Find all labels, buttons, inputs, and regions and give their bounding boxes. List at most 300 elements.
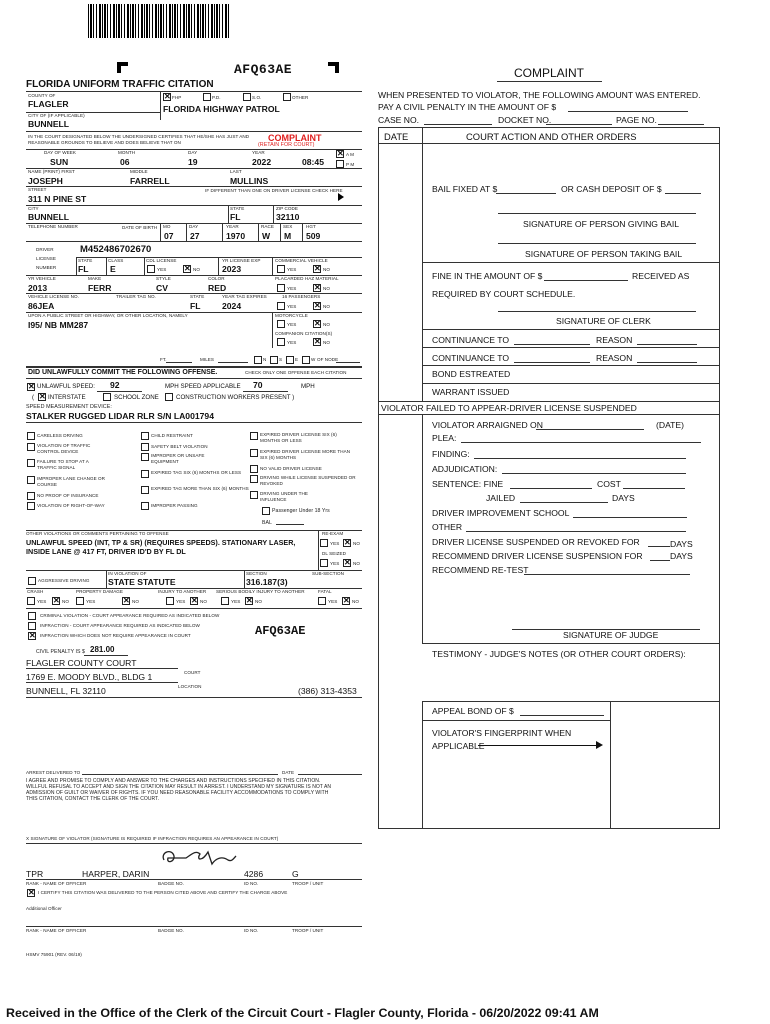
- infraction-appearance-checkbox[interactable]: [28, 622, 36, 630]
- pm-checkbox[interactable]: [336, 160, 344, 168]
- reexam-yes-checkbox[interactable]: [320, 539, 328, 547]
- passenger-under18-checkbox[interactable]: [262, 507, 270, 515]
- officer-troop: G: [292, 869, 299, 879]
- veh-make-label: MAKE: [88, 276, 102, 281]
- pd-checkbox[interactable]: [203, 93, 211, 101]
- last-name-label: LAST: [230, 169, 242, 174]
- fine-amount-label: FINE IN THE AMOUNT OF $: [432, 271, 543, 281]
- speed-value: 92: [110, 380, 120, 390]
- crash-no-label: NO: [62, 599, 69, 604]
- court-label: COURT: [184, 670, 201, 675]
- tag-exp-label: YEAR TAG EXPIRES: [222, 294, 267, 299]
- hazmat-no-label: NO: [323, 286, 330, 291]
- fhp-label: FHP: [172, 95, 182, 100]
- dui-label: DRIVING UNDER THE INFLUENCE: [260, 491, 308, 502]
- fhp-checkbox[interactable]: ✕: [164, 92, 171, 101]
- sig-clerk: SIGNATURE OF CLERK: [556, 316, 651, 326]
- infraction-appearance-label: INFRACTION - COURT APPEARANCE REQUIRED AS INDICATED BELOW: [40, 623, 200, 628]
- dl-exp-6mo-label: EXPIRED DRIVER LICENSE SIX (6) MONTHS OR LESS: [260, 432, 337, 443]
- required-schedule: REQUIRED BY COURT SCHEDULE.: [432, 289, 576, 299]
- race-value: W: [262, 231, 271, 241]
- careless-label: CARELESS DRIVING: [37, 433, 83, 438]
- dob-year-label: YEAR: [226, 224, 239, 229]
- barcode: [88, 4, 230, 38]
- aggressive-checkbox[interactable]: [28, 577, 36, 585]
- year-value: 2022: [252, 157, 272, 167]
- dl-exp-6mo-checkbox[interactable]: [250, 432, 258, 440]
- traffic-device-label: VIOLATION OF TRAFFIC CONTROL DEVICE: [37, 443, 91, 454]
- city-label: CITY: [28, 206, 39, 211]
- injury-yes-label: YES: [176, 599, 186, 604]
- insurance-checkbox[interactable]: [27, 492, 35, 500]
- jailed-label: JAILED: [486, 493, 516, 503]
- cmv-no-checkbox[interactable]: ✕: [314, 264, 321, 273]
- infraction-no-appearance-checkbox[interactable]: ✕: [29, 631, 36, 640]
- dob-label: DATE OF BIRTH: [122, 225, 158, 230]
- location-label: UPON A PUBLIC STREET OR HIGHWAY, OR OTHER LOCATION, NAMELY: [28, 313, 188, 318]
- cost-label: COST: [597, 479, 621, 489]
- height-label: HGT: [306, 224, 316, 229]
- state-value: FL: [230, 212, 241, 222]
- interstate-checkbox[interactable]: ✕: [39, 392, 46, 401]
- dl-seized-label: DL SEIZED: [322, 551, 347, 556]
- dow-value: SUN: [50, 157, 69, 167]
- infraction-no-appearance-label: INFRACTION WHICH DOES NOT REQUIRE APPEARANCE IN COURT: [40, 633, 191, 638]
- appeal-bond-label: APPEAL BOND OF $: [432, 706, 514, 716]
- fatal-yes-checkbox[interactable]: [318, 597, 326, 605]
- serious-yes-label: YES: [231, 599, 241, 604]
- tag-exp: 2024: [222, 301, 242, 311]
- dir-n-checkbox[interactable]: [254, 356, 262, 364]
- crash-yes-label: YES: [37, 599, 47, 604]
- veh-make: FERR: [88, 283, 112, 293]
- copy-title: COMPLAINT: [268, 133, 322, 143]
- section-label: SECTION: [246, 571, 267, 576]
- unlawful-speed-checkbox[interactable]: ✕: [28, 382, 35, 391]
- school-zone-checkbox[interactable]: [103, 393, 111, 401]
- agency-city: BUNNELL: [28, 119, 70, 129]
- day-value: 19: [188, 157, 198, 167]
- cmv-yes-checkbox[interactable]: [277, 265, 285, 273]
- dl-class: E: [110, 264, 116, 274]
- serious-no-checkbox[interactable]: ✕: [246, 596, 253, 605]
- additional-officer-label: Additional Officer: [26, 906, 62, 911]
- dir-e-label: E: [295, 357, 299, 362]
- miles-label: MILES: [200, 357, 215, 362]
- dob-day-label: DAY: [189, 224, 199, 229]
- complaint-line1: WHEN PRESENTED TO VIOLATOR, THE FOLLOWING AMOUNT WAS ENTERED.: [378, 90, 701, 100]
- jailed-days-label: DAYS: [612, 493, 635, 503]
- sex-value: M: [284, 231, 292, 241]
- criminal-label: CRIMINAL VIOLATION - COURT APPEARANCE REQUIRED AS INDICATED BELOW: [40, 613, 220, 618]
- reason-2-label: REASON: [596, 353, 633, 363]
- equipment-label: IMPROPER OR UNSAFE EQUIPMENT: [151, 453, 205, 464]
- unlawful-speed-label: UNLAWFUL SPEED:: [37, 383, 95, 390]
- height-value: 509: [306, 231, 321, 241]
- continuance-1-label: CONTINUANCE TO: [432, 335, 510, 345]
- penalty-label: CIVIL PENALTY IS $: [36, 649, 85, 655]
- county-label: COUNTY OF: [28, 93, 56, 98]
- tag-6mo-checkbox[interactable]: [141, 470, 149, 478]
- cdl-no-label: NO: [193, 267, 200, 272]
- complaint-title: COMPLAINT: [514, 66, 585, 80]
- agency-city-label: CITY OF (IF APPLICABLE): [28, 113, 85, 118]
- seatbelt-label: SAFETY BELT VIOLATION: [151, 444, 208, 449]
- child-restraint-checkbox[interactable]: [141, 432, 149, 440]
- seized-no-label: NO: [353, 561, 360, 566]
- seized-no-checkbox[interactable]: ✕: [344, 558, 351, 567]
- in-violation-value: STATE STATUTE: [108, 577, 176, 587]
- case-no-label: CASE NO.: [378, 115, 420, 125]
- dob-month: 07: [164, 231, 174, 241]
- section-value: 316.187(3): [246, 577, 288, 587]
- dow-label: DAY OF WEEK: [44, 150, 77, 155]
- reexam-no-checkbox[interactable]: ✕: [344, 538, 351, 547]
- failed-appear: VIOLATOR FAILED TO APPEAR-DRIVER LICENSE SUSPENDED: [381, 403, 637, 413]
- finding-label: FINDING:: [432, 449, 470, 459]
- troop-label-2: TROOP / UNIT: [292, 928, 324, 933]
- passengers-label: 16 PASSENGERS: [282, 294, 321, 299]
- other-agency-label: OTHER: [292, 95, 309, 100]
- testimony-label: TESTIMONY - JUDGE'S NOTES (OR OTHER COURT ORDERS):: [432, 649, 686, 659]
- bond-estreated: BOND ESTREATED: [432, 369, 511, 379]
- time-value: 08:45: [302, 157, 324, 167]
- sig-judge: SIGNATURE OF JUDGE: [563, 630, 659, 640]
- fatal-yes-label: YES: [328, 599, 338, 604]
- class-label: CLASS: [108, 258, 124, 263]
- offense-heading: DID UNLAWFULLY COMMIT THE FOLLOWING OFFENSE.: [28, 369, 218, 376]
- right-of-way-checkbox[interactable]: [27, 502, 35, 510]
- dui-checkbox[interactable]: [250, 491, 258, 499]
- complaint-line2: PAY A CIVIL PENALTY IN THE AMOUNT OF $: [378, 102, 557, 112]
- court-name: FLAGLER COUNTY COURT: [26, 658, 137, 668]
- property-damage-label: PROPERTY DAMAGE: [76, 589, 124, 594]
- dir-s-checkbox[interactable]: [270, 356, 278, 364]
- day-label: DAY: [188, 150, 198, 155]
- school-zone-label: SCHOOL ZONE: [114, 394, 159, 401]
- cmv-yes-label: YES: [287, 267, 297, 272]
- traffic-device-checkbox[interactable]: [27, 443, 35, 451]
- tag-value: 86JEA: [28, 301, 55, 311]
- cdl-label: CDL LICENSE: [146, 258, 177, 263]
- motorcycle-label: MOTORCYCLE: [275, 313, 308, 318]
- device-value: STALKER RUGGED LIDAR RLR S/N LA001794: [26, 411, 214, 421]
- cdl-yes-label: YES: [157, 267, 167, 272]
- location-court-label: LOCATION: [178, 684, 202, 689]
- reason-1-label: REASON: [596, 335, 633, 345]
- street-label: STREET: [28, 187, 47, 192]
- bal-label: BAL: [262, 520, 272, 526]
- court-statement: IN THE COURT DESIGNATED BELOW THE UNDERSIGNED CERTIFIES THAT HE/SHE HAS JUST AND REASONABLE GROUNDS TO BELIEVE AND DOES BELIEVE THAT ON: [28, 134, 250, 145]
- lane-change-checkbox[interactable]: [27, 476, 35, 484]
- arrow-right-icon: [478, 745, 596, 746]
- veh-style-label: STYLE: [156, 276, 171, 281]
- device-label: SPEED MEASUREMENT DEVICE:: [26, 404, 112, 410]
- dl-exp-more-checkbox[interactable]: [250, 449, 258, 457]
- signal-label: FAILURE TO STOP AT A TRAFFIC SIGNAL: [37, 459, 89, 470]
- rank-label-2: RANK - NAME OF OFFICER: [26, 928, 87, 933]
- no-valid-dl-label: NO VALID DRIVER LICENSE: [260, 466, 322, 471]
- id-label-2: ID NO.: [244, 928, 259, 933]
- badge-label: BADGE NO.: [158, 881, 184, 886]
- court-phone: (386) 313-4353: [298, 686, 357, 696]
- prop-no-checkbox[interactable]: ✕: [123, 596, 130, 605]
- dob-year: 1970: [226, 231, 246, 241]
- court-city: BUNNELL, FL 32110: [26, 686, 106, 696]
- middle-name-label: MIDDLE: [130, 169, 148, 174]
- fingerprint-label: VIOLATOR'S FINGERPRINT WHEN APPLICABLE: [432, 728, 572, 751]
- ft-label: FT.: [160, 357, 167, 362]
- susp-days-label: DAYS: [670, 539, 693, 549]
- child-restraint-label: CHILD RESTRAINT: [151, 433, 193, 438]
- sig-giving-bail: SIGNATURE OF PERSON GIVING BAIL: [523, 219, 679, 229]
- citation-stamp: AFQ63AE: [255, 624, 306, 638]
- cmv-no-label: NO: [323, 267, 330, 272]
- phone-label: TELEPHONE NUMBER: [28, 224, 78, 229]
- certify-label: I CERTIFY THIS CITATION WAS DELIVERED TO THE PERSON CITED ABOVE AND CERTIFY THE CHARGE ABOVE: [38, 890, 288, 895]
- crash-label: CRASH: [27, 589, 44, 594]
- pass-no-checkbox[interactable]: ✕: [314, 301, 321, 310]
- aggressive-label: AGGRESSIVE DRIVING: [38, 578, 90, 583]
- prop-yes-label: YES: [86, 599, 96, 604]
- form-title: FLORIDA UNIFORM TRAFFIC CITATION: [26, 79, 214, 90]
- sig-taking-bail: SIGNATURE OF PERSON TAKING BAIL: [525, 249, 683, 259]
- officer-signature: [158, 846, 238, 870]
- serious-no-label: NO: [255, 599, 262, 604]
- comp-yes-label: YES: [287, 340, 297, 345]
- seized-yes-checkbox[interactable]: [320, 559, 328, 567]
- warrant-issued: WARRANT ISSUED: [432, 387, 510, 397]
- tag-6mo-label: EXPIRED TAG SIX (6) MONTHS OR LESS: [151, 470, 242, 475]
- crash-no-checkbox[interactable]: ✕: [53, 596, 60, 605]
- reexam-no-label: NO: [353, 541, 360, 546]
- continuance-2-label: CONTINUANCE TO: [432, 353, 510, 363]
- sex-label: SEX: [283, 224, 293, 229]
- badge-label-2: BADGE NO.: [158, 928, 184, 933]
- veh-year: 2013: [28, 283, 48, 293]
- pass-yes-checkbox[interactable]: [277, 302, 285, 310]
- tag-more-checkbox[interactable]: [141, 486, 149, 494]
- criminal-checkbox[interactable]: [28, 612, 36, 620]
- page-no-label: PAGE NO.: [616, 115, 657, 125]
- injury-no-checkbox[interactable]: ✕: [191, 596, 198, 605]
- offense-heading-note: CHECK ONLY ONE OFFENSE EACH CITATION: [245, 370, 347, 375]
- dl-state: FL: [78, 264, 89, 274]
- equipment-checkbox[interactable]: [141, 453, 149, 461]
- last-name: MULLINS: [230, 176, 269, 186]
- corner-mark-right: [328, 62, 339, 73]
- tag-label: VEHICLE LICENSE NO.: [28, 294, 79, 299]
- dob-mo-label: MO: [163, 224, 171, 229]
- mph-label: MPH: [301, 383, 315, 390]
- crash-yes-checkbox[interactable]: [27, 597, 35, 605]
- court-address: 1769 E. MOODY BLVD., BLDG 1: [26, 672, 153, 682]
- moto-yes-label: YES: [287, 322, 297, 327]
- other-comments: UNLAWFUL SPEED (INT, TP & SR) (REQUIRES SPEEDS). STATIONARY LASER, INSIDE LANE @ 417 FT, DRIVER ID'D BY FL DL: [26, 538, 296, 556]
- trailer-label: TRAILER TAG NO.: [116, 294, 156, 299]
- corner-mark-left: [117, 62, 128, 73]
- first-name: JOSEPH: [28, 176, 63, 186]
- id-label: ID NO.: [244, 881, 259, 886]
- companion-label: COMPANION CITATION(S): [275, 331, 333, 336]
- dl-exp-more-label: EXPIRED DRIVER LICENSE MORE THAN SIX (6) MONTHS: [260, 449, 351, 460]
- construction-checkbox[interactable]: [165, 393, 173, 401]
- hazmat-no-checkbox[interactable]: ✕: [314, 283, 321, 292]
- dir-s-label: S: [279, 357, 283, 362]
- subsection-label: SUB-SECTION: [312, 571, 344, 576]
- month-value: 06: [120, 157, 130, 167]
- county-value: FLAGLER: [28, 99, 69, 109]
- passing-label: IMPROPER PASSING: [151, 503, 198, 508]
- state-label: STATE: [230, 206, 245, 211]
- dl-state-label: STATE: [78, 258, 93, 263]
- careless-checkbox[interactable]: [27, 432, 35, 440]
- right-of-way-label: VIOLATION OF RIGHT-OF-WAY: [37, 503, 105, 508]
- arrest-label: ARREST DELIVERED TO: [26, 770, 81, 775]
- penalty-value: 281.00: [90, 645, 115, 654]
- pass-no-label: NO: [323, 304, 330, 309]
- other-comments-label: OTHER VIOLATIONS OR COMMENTS PERTAINING TO OFFENSE: [26, 531, 169, 536]
- orders-header: COURT ACTION AND OTHER ORDERS: [466, 131, 637, 142]
- copy-subtitle: (RETAIN FOR COURT): [258, 142, 315, 148]
- am-checkbox[interactable]: ✕: [337, 149, 344, 158]
- prop-no-label: NO: [132, 599, 139, 604]
- street-value: 311 N PINE ST: [28, 194, 87, 204]
- applicable-value: 70: [253, 380, 263, 390]
- passenger-under18-label: Passenger Under 18 Yrs: [272, 508, 330, 514]
- comp-no-checkbox[interactable]: ✕: [314, 337, 321, 346]
- insurance-label: NO PROOF OF INSURANCE: [37, 493, 99, 498]
- arraigned-date-label: (DATE): [656, 420, 685, 430]
- hazmat-yes-label: YES: [287, 286, 297, 291]
- prop-yes-checkbox[interactable]: [76, 597, 84, 605]
- dir-n-label: N: [263, 357, 267, 362]
- comp-no-label: NO: [323, 340, 330, 345]
- veh-style: CV: [156, 283, 168, 293]
- reexam-yes-label: YES: [330, 541, 340, 546]
- injury-no-label: NO: [200, 599, 207, 604]
- comp-yes-checkbox[interactable]: [277, 338, 285, 346]
- injury-label: INJURY TO ANOTHER: [158, 589, 207, 594]
- race-label: RACE: [261, 224, 274, 229]
- dir-w-checkbox[interactable]: [302, 356, 310, 364]
- veh-color: RED: [208, 283, 227, 293]
- cash-deposit-label: OR CASH DEPOSIT OF $: [561, 184, 662, 194]
- retest-label: RECOMMEND RE-TEST: [432, 565, 529, 575]
- passing-checkbox[interactable]: [141, 502, 149, 510]
- tag-state-label: STATE: [190, 294, 205, 299]
- rec-days-label: DAYS: [670, 551, 693, 561]
- no-valid-dl-checkbox[interactable]: [250, 465, 258, 473]
- dl-suspended-label: DRIVER LICENSE SUSPENDED OR REVOKED FOR: [432, 537, 640, 547]
- cdl-no-checkbox[interactable]: ✕: [184, 264, 191, 273]
- troop-label: TROOP / UNIT: [292, 881, 324, 886]
- fatal-no-label: NO: [352, 599, 359, 604]
- mph-applicable-label: MPH SPEED APPLICABLE: [165, 383, 241, 390]
- received-footer: Received in the Office of the Clerk of the Circuit Court - Flagler County, Florida - 06/20/2022 09:41 AM: [6, 1006, 599, 1020]
- so-checkbox[interactable]: [243, 93, 251, 101]
- injury-yes-checkbox[interactable]: [166, 597, 174, 605]
- arrow-right-icon: [338, 193, 344, 201]
- dwls-checkbox[interactable]: [250, 475, 258, 483]
- rank-label: RANK - NAME OF OFFICER: [26, 881, 87, 886]
- court-orders-table: [378, 127, 720, 829]
- signal-checkbox[interactable]: [27, 459, 35, 467]
- diff-address-label: IF DIFFERENT THAN ONE ON DRIVER LICENSE CHECK HERE: [205, 188, 343, 193]
- am-label: A M: [346, 152, 355, 157]
- seatbelt-checkbox[interactable]: [141, 443, 149, 451]
- tag-state: FL: [190, 301, 201, 311]
- serious-injury-label: SERIOUS BODILY INJURY TO ANOTHER: [216, 589, 305, 594]
- veh-color-label: COLOR: [208, 276, 225, 281]
- fatal-no-checkbox[interactable]: ✕: [343, 596, 350, 605]
- bail-fixed-label: BAIL FIXED AT $: [432, 184, 498, 194]
- pass-yes-label: YES: [287, 304, 297, 309]
- first-name-label: NAME (PRINT) FIRST: [28, 169, 75, 174]
- so-label: S.O.: [252, 95, 262, 100]
- hazmat-yes-checkbox[interactable]: [277, 284, 285, 292]
- hazmat-label: PLACARDED HAZ MATERIAL: [275, 276, 339, 281]
- tag-more-label: EXPIRED TAG MORE THAN SIX (6) MONTHS: [151, 486, 249, 491]
- dl-label: DRIVER LICENSE NUMBER: [36, 247, 57, 270]
- dis-label: DRIVER IMPROVEMENT SCHOOL: [432, 508, 570, 518]
- dir-e-checkbox[interactable]: [286, 356, 294, 364]
- moto-no-checkbox[interactable]: ✕: [314, 319, 321, 328]
- dir-w-label: W: [311, 357, 316, 362]
- moto-no-label: NO: [323, 322, 330, 327]
- pm-label: P M: [346, 162, 355, 167]
- veh-year-label: YR VEHICLE: [28, 276, 56, 281]
- fatal-label: FATAL: [318, 589, 332, 594]
- other-agency-checkbox[interactable]: [283, 93, 291, 101]
- in-violation-label: IN VIOLATION OF: [108, 571, 147, 576]
- cdl-yes-checkbox[interactable]: [147, 265, 155, 273]
- city-value: BUNNELL: [28, 212, 70, 222]
- received-as-label: RECEIVED AS: [632, 271, 690, 281]
- officer-rank: TPR: [26, 869, 44, 879]
- officer-name: HARPER, DARIN: [82, 869, 150, 879]
- serious-yes-checkbox[interactable]: [221, 597, 229, 605]
- month-label: MONTH: [118, 150, 136, 155]
- of-node-label: OF NODE: [317, 357, 339, 362]
- certify-checkbox[interactable]: ✕: [28, 888, 35, 897]
- year-label: YEAR: [252, 150, 265, 155]
- cmv-label: COMMERCIAL VEHICLE: [275, 258, 328, 263]
- paren-open: (: [32, 394, 35, 401]
- dl-exp-label: YR LICENSE EXP: [222, 258, 261, 263]
- dl-number: M452486702670: [80, 244, 152, 255]
- zip-label: ZIP CODE: [276, 206, 299, 211]
- other-label: OTHER: [432, 522, 463, 532]
- citation-number: AFQ63AE: [234, 62, 293, 77]
- construction-label: CONSTRUCTION WORKERS PRESENT ): [176, 394, 295, 401]
- dob-day: 27: [190, 231, 200, 241]
- sentence-fine-label: SENTENCE: FINE: [432, 479, 504, 489]
- lane-change-label: IMPROPER LANE CHANGE OR COURSE: [37, 476, 106, 487]
- promise-text: I AGREE AND PROMISE TO COMPLY AND ANSWER TO THE CHARGES AND INSTRUCTIONS SPECIFIED IN THIS CITATION. WILLFUL REFUSAL TO ACCEPT AND SIGN THE CITATION MAY RESULT IN ARREST. I UNDERSTAND MY SIGNATURE IS NOT AN ADMISSION OF GUILT OR WAIVER OF RIGHTS. IF YOU NEED REASONABLE FACILITY ACCOMMODATIONS TO COMPLY WITH THIS CITATION, CONTACT THE CLERK OF THE COURT.: [26, 778, 332, 802]
- dwls-label: DRIVING WHILE LICENSE SUSPENDED OR REVOKED: [260, 475, 356, 486]
- date-header: DATE: [384, 131, 409, 142]
- zip-value: 32110: [276, 212, 300, 222]
- pd-label: P.D.: [212, 95, 221, 100]
- officer-badge: 4286: [244, 869, 264, 879]
- moto-yes-checkbox[interactable]: [277, 320, 285, 328]
- location-value: I95/ NB MM287: [28, 320, 89, 330]
- seized-yes-label: YES: [330, 561, 340, 566]
- arrow-head-icon: [596, 741, 603, 749]
- interstate-label: INTERSTATE: [48, 394, 86, 401]
- form-number: HSMV 75901 (REV. 06/19): [26, 952, 82, 957]
